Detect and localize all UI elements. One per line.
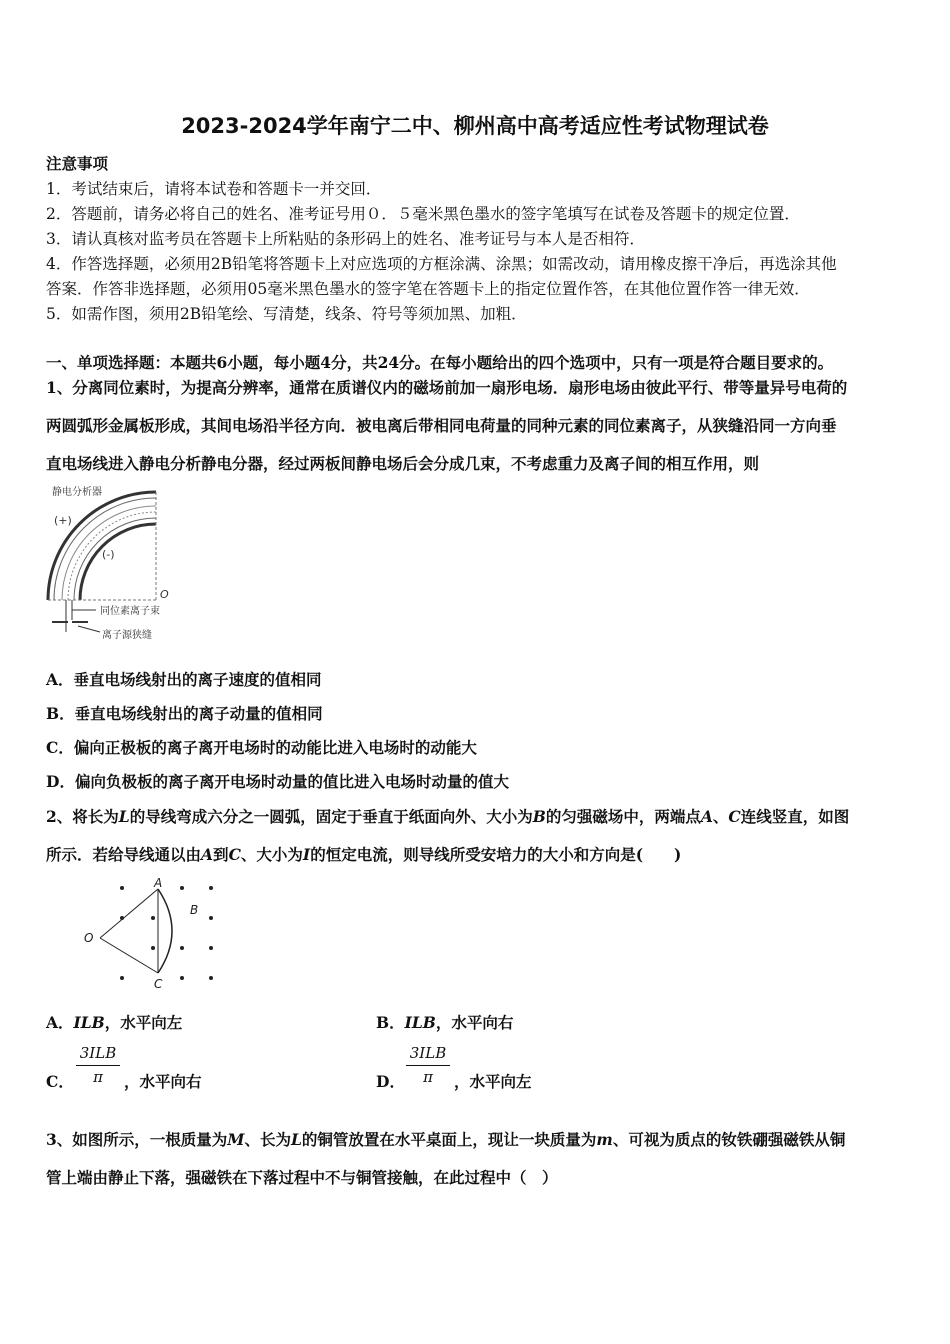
question-1-option-b: B．垂直电场线射出的离子动量的值相同 <box>46 704 323 723</box>
question-1-option-a: A．垂直电场线射出的离子速度的值相同 <box>46 670 322 689</box>
question-3-line-1: 3、如图所示，一根质量为M、长为L的铜管放置在水平桌面上，现让一块质量为m、可视为质点的钕铁硼强磁铁从铜 <box>46 1130 846 1149</box>
electrostatic-analyzer-figure <box>44 482 184 650</box>
arc-in-magnetic-field-figure <box>78 876 228 994</box>
question-2-line-1: 2、将长为L的导线弯成六分之一圆弧，固定于垂直于纸面向外、大小为B的匀强磁场中，两端点A、C连线竖直，如图 <box>46 807 850 826</box>
question-2-option-a: A．ILB，水平向左 <box>46 1013 183 1032</box>
question-1-option-d: D．偏向负极板的离子离开电场时动量的值比进入电场时动量的值大 <box>46 772 509 791</box>
figure-label-analyzer: 静电分析器 <box>52 487 102 498</box>
figure-label-b: B <box>190 903 199 917</box>
figure-label-beam: 同位素离子束 <box>100 606 160 617</box>
question-2-option-c-direction: ，水平向右 <box>124 1072 202 1091</box>
page-title: 2023-2024学年南宁二中、柳州高中高考适应性考试物理试卷 <box>181 114 769 138</box>
question-2-option-c-fraction: 3ILB π <box>76 1044 120 1086</box>
section-heading: 一、单项选择题：本题共6小题，每小题4分，共24分。在每小题给出的四个选项中，只有一项是符合题目要求的。 <box>46 353 834 372</box>
question-2-line-2: 所示．若给导线通以由A到C、大小为I的恒定电流，则导线所受安培力的大小和方向是( ) <box>46 845 682 864</box>
figure-label-minus: (-) <box>102 548 115 561</box>
notice-item: 4．作答选择题，必须用2B铅笔将答题卡上对应选项的方框涂满、涂黑；如需改动，请用橡皮擦干净后，再选涂其他 <box>46 255 837 273</box>
question-2-option-c-key: C． <box>46 1072 74 1091</box>
notice-item: 答案．作答非选择题，必须用05毫米黑色墨水的签字笔在答题卡上的指定位置作答，在其他位置作答一律无效． <box>46 280 810 298</box>
notice-heading: 注意事项 <box>46 154 109 173</box>
question-1-line: 1、分离同位素时，为提高分辨率，通常在质谱仪内的磁场前加一扇形电场．扇形电场由彼此平行、带等量异号电荷的 <box>46 378 848 397</box>
question-1-line: 两圆弧形金属板形成，其间电场沿半径方向．被电离后带相同电荷量的同种元素的同位素离子，从狭缝沿同一方向垂 <box>46 416 837 435</box>
figure-label-a: A <box>154 876 163 890</box>
notice-item: 1．考试结束后，请将本试卷和答题卡一并交回． <box>46 180 382 198</box>
notice-item: 2．答题前，请务必将自己的姓名、准考证号用０．５毫米黑色墨水的签字笔填写在试卷及答题卡的规定位置． <box>46 205 800 223</box>
notice-item: 5．如需作图，须用2B铅笔绘、写清楚，线条、符号等须加黑、加粗． <box>46 305 527 323</box>
figure-label-slit: 离子源狭缝 <box>102 630 152 641</box>
figure-label-o: O <box>160 588 169 601</box>
question-2-option-d-direction: ，水平向左 <box>454 1072 532 1091</box>
question-2-option-d-fraction: 3ILB π <box>406 1044 450 1086</box>
question-2-option-b: B．ILB，水平向右 <box>376 1013 514 1032</box>
question-1-line: 直电场线进入静电分析静电分器，经过两板间静电场后会分成几束，不考虑重力及离子间的相互作用，则 <box>46 454 760 473</box>
figure-label-c: C <box>154 977 163 991</box>
figure-label-plus: (+) <box>54 514 72 527</box>
notice-item: 3．请认真核对监考员在答题卡上所粘贴的条形码上的姓名、准考证号与本人是否相符． <box>46 230 645 248</box>
figure-label-o: O <box>84 931 94 945</box>
question-3-line-2: 管上端由静止下落，强磁铁在下落过程中不与铜管接触，在此过程中（ ） <box>46 1168 558 1187</box>
question-2-option-d-key: D． <box>376 1072 405 1091</box>
question-1-option-c: C．偏向正极板的离子离开电场时的动能比进入电场时的动能大 <box>46 738 477 757</box>
